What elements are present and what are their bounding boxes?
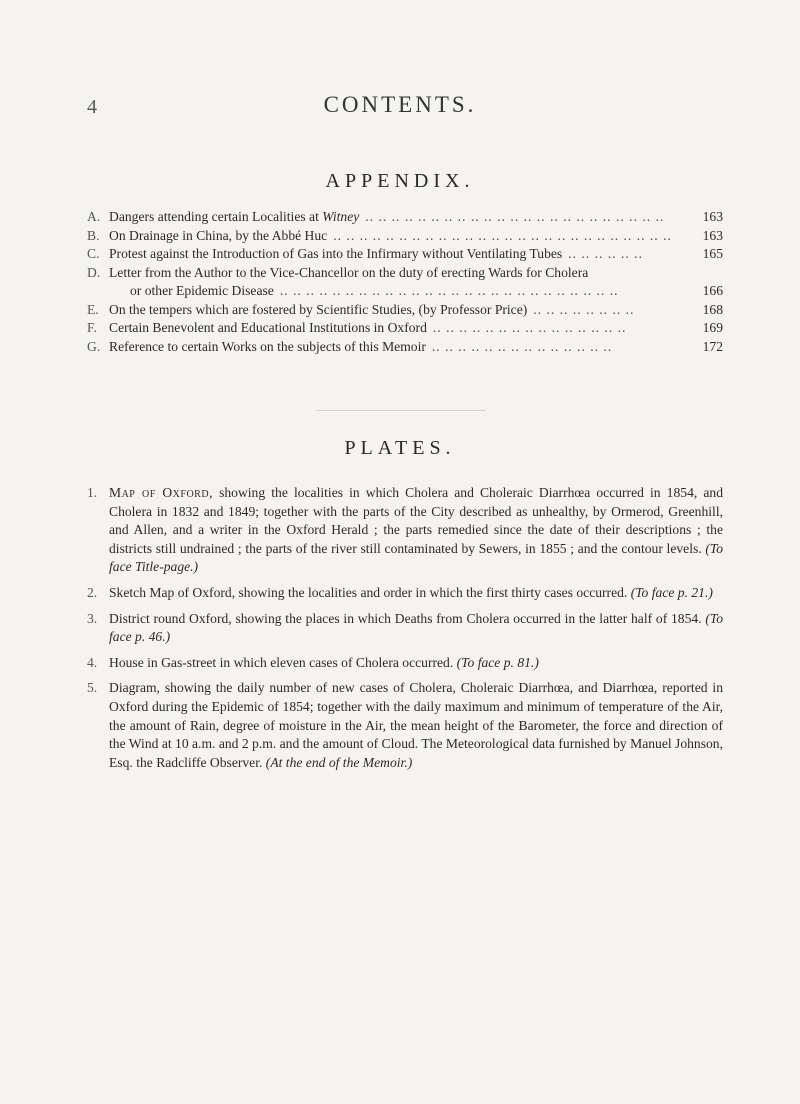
appendix-item-letter: B. [87,227,100,243]
plate-description: Diagram, showing the daily number of new cases of Cholera, Choleraic Diarrhœa, and Diarrhœa, reported in Oxford during the Epidemic of 1854; together with the daily maximum and minimum of temperature of the Air, the amount of Rain, degree of moisture in the Air, the mean height of the Barometer, the force and direction of the Wind at 10 a.m. and 2 p.m. and the amount of Cloud. The Meteorological data furnished by Manuel Johnson, Esq. the Radcliffe Observer. (At the end of the Memoir.) [109,680,723,770]
dot-leader: .. .. .. .. .. .. .. .. .. .. .. .. .. .. [431,338,613,354]
dot-leader: .. .. .. .. .. .. .. .. .. .. .. .. .. .. .. .. .. .. .. .. .. .. .. [365,209,665,224]
appendix-item-letter: E. [87,301,99,317]
appendix-item-f[interactable] [87,319,723,338]
appendix-item-letter: G. [87,338,101,354]
plate-description: Map of Oxford, showing the localities in which Cholera and Choleraic Diarrhœa occurred in 1854, and Cholera in 1832 and 1849; together with the parts of the City described as unhealthy, by Ormerod, Greenhill, and Allen, and a writer in the Oxford Herald ; the parts remedied since the date of their descriptions ; the districts still undrained ; the parts of the river still contaminated by Sewers, in 1855 ; and the contour levels. (To face Title-page.) [109,485,723,575]
plates-title: PLATES. [344,437,456,459]
appendix-item-letter: C. [87,246,100,261]
plate-reference: (At the end of the Memoir.) [265,754,413,770]
appendix-item-title-italic: Witney [322,209,360,224]
plate-number: 3. [87,610,98,626]
appendix-item-title: Letter from the Author to the Vice-Chancellor on the duty of erecting Wards for Cholera [109,264,589,280]
appendix-item-page: 163 [702,209,723,224]
plate-reference: (To face p. 81.) [456,654,539,670]
plate-description: House in Gas-street in which eleven cases of Cholera occurred. (To face p. 81.) [109,654,539,670]
page-number: 4 [87,96,97,118]
appendix-item-c[interactable] [87,245,723,264]
dot-leader: .. .. .. .. .. .. .. .. .. .. .. .. .. .. .. .. .. .. .. .. .. .. .. .. .. .. [279,283,619,298]
plate-item-1[interactable] [87,484,723,577]
plate-item-5[interactable] [87,679,723,772]
appendix-item-e[interactable] [87,301,723,320]
plate-description: District round Oxford, showing the places in which Deaths from Cholera occurred in the latter half of 1854. (To face p. 46.) [109,610,723,645]
plate-item-4[interactable] [87,654,723,673]
appendix-item-page: 169 [702,320,723,335]
appendix-item-a[interactable] [87,208,723,227]
plate-number: 4. [87,654,98,670]
appendix-item-title-continued: or other Epidemic Disease [130,283,274,298]
appendix-item-page: 168 [702,301,723,317]
appendix-item-title: Reference to certain Works on the subjects of this Memoir [109,338,426,354]
appendix-item-b[interactable] [87,227,723,246]
appendix-item-letter: F. [87,320,97,335]
plate-item-2[interactable] [87,584,723,603]
appendix-item-title: Certain Benevolent and Educational Institutions in Oxford [109,320,427,335]
appendix-item-title: On the tempers which are fostered by Scientific Studies, (by Professor Price) [109,301,528,317]
appendix-title: APPENDIX. [325,170,475,192]
appendix-item-title: On Drainage in China, by the Abbé Huc [109,227,328,243]
dot-leader: .. .. .. .. .. .. [568,246,643,261]
appendix-item-letter: A. [87,209,101,224]
plate-number: 2. [87,584,98,600]
section-divider [316,410,486,411]
appendix-item-letter: D. [87,264,101,280]
plate-number: 1. [87,485,98,500]
appendix-item-page: 165 [702,246,723,261]
plate-description: Sketch Map of Oxford, showing the localities and order in which the first thirty cases occurred. (To face p. 21.) [109,584,713,600]
appendix-item-title: Dangers attending certain Localities at Witney [109,209,360,224]
appendix-item-d[interactable] [87,264,723,301]
plate-reference: (To face Title-page.) [109,540,723,575]
appendix-item-page: 172 [702,338,723,354]
plate-lead-smallcaps: Map of Oxford, [109,485,213,500]
dot-leader: .. .. .. .. .. .. .. .. [533,301,635,317]
dot-leader: .. .. .. .. .. .. .. .. .. .. .. .. .. .. .. .. .. .. .. .. .. .. .. .. .. .. [333,227,672,243]
appendix-list [87,208,723,356]
plate-reference: (To face p. 46.) [109,610,723,645]
appendix-item-g[interactable] [87,338,723,357]
plate-number: 5. [87,680,98,696]
appendix-item-title: Protest against the Introduction of Gas into the Infirmary without Ventilating Tubes [109,246,563,261]
appendix-item-page: 163 [702,227,723,243]
running-head: CONTENTS. [323,92,477,117]
dot-leader: .. .. .. .. .. .. .. .. .. .. .. .. .. .. .. [432,320,627,335]
appendix-item-page: 166 [702,283,723,298]
plate-item-3[interactable] [87,610,723,647]
plate-reference: (To face p. 21.) [630,584,713,600]
plates-list [87,484,723,779]
